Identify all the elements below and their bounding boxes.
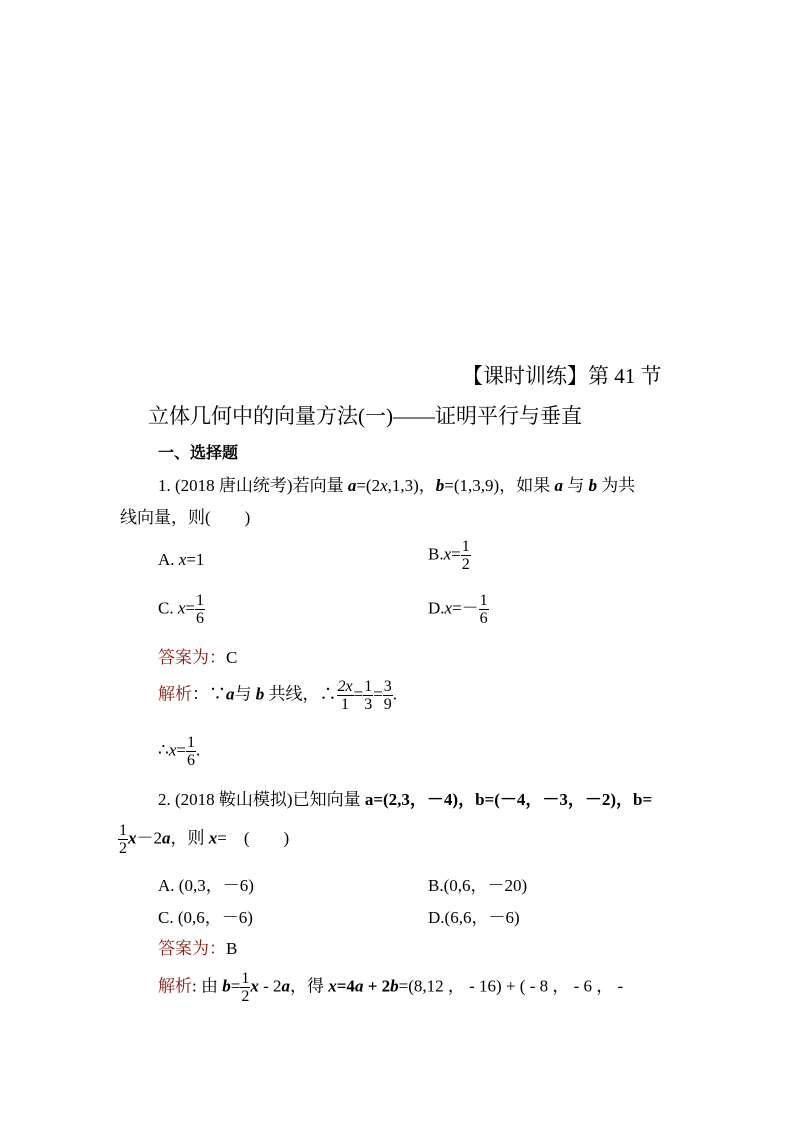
q1-analysis: 解析：∵a与 b 共线，∴ $\frac{2x}{1}$ = $\frac{1}{3}$ = $\frac{3}{9}$ . (158, 678, 398, 713)
analysis-label: 解析 (158, 684, 192, 704)
q2-answer (158, 939, 237, 959)
q1-option-c: C. x= $\frac{1}{6}$ (158, 592, 204, 627)
q1-option-d: D.x=－ $\frac{1}{6}$ (428, 592, 488, 627)
q2-analysis: 解析: 由 b= $\frac{1}{2}$ x - 2a，得 x=4a + 2b=(8,12 ， - 16) + ( - 8 ， - 6 ， - (158, 970, 624, 1005)
q1-answer (158, 648, 237, 668)
answer-value: B (226, 939, 238, 958)
answer-value: C (226, 648, 238, 667)
q1-conclusion: ∴x= $\frac{1}{6}$ . (158, 734, 201, 769)
analysis-label: 解析 (158, 976, 192, 996)
page-title: 立体几何中的向量方法(一)——证明平行与垂直 (148, 404, 582, 428)
q2-option-b: B.(0,6，－20) (428, 876, 528, 895)
bracket-title: 【课时训练】 (462, 364, 588, 388)
fraction: $\frac{1}{6}$ (479, 592, 488, 627)
q2-stem-line2: $\frac{1}{2}$ x－2a，则 x= ( ) (119, 822, 290, 857)
q2-stem-line1: 2. (2018 鞍山模拟)已知向量 a=(2,3，－4)，b=(－4，－3，－2)，b= (158, 790, 653, 809)
fraction: $\frac{3}{9}$ (383, 678, 392, 713)
fraction: $\frac{1}{2}$ (241, 970, 250, 1005)
q2-option-c: C. (0,6，－6) (158, 908, 253, 927)
section-label: 一、选择题 (158, 445, 239, 462)
answer-label: 答案为： (158, 648, 226, 667)
answer-label: 答案为： (158, 939, 226, 958)
q1-stem-line1: 1. (2018 唐山统考)若向量 a=(2x,1,3)，b=(1,3,9)，如果 a 与 b 为共 (158, 476, 636, 495)
q1-stem-line2: 线向量，则( ) (120, 508, 251, 527)
section-number: 第 41 节 (588, 364, 662, 388)
q2-option-a: A. (0,3，－6) (158, 876, 254, 895)
fraction: $\frac{1}{6}$ (186, 734, 195, 769)
q1-option-a: A. x=1 (158, 550, 205, 569)
fraction: $\frac{2x}{1}$ (337, 678, 353, 713)
fraction: $\frac{1}{2}$ (119, 822, 127, 857)
header-line (462, 364, 662, 388)
fraction: $\frac{1}{6}$ (195, 592, 204, 627)
fraction: $\frac{1}{2}$ (461, 538, 470, 573)
q2-option-d: D.(6,6，－6) (428, 908, 520, 927)
q1-option-b: B.x= $\frac{1}{2}$ (428, 538, 470, 573)
fraction: $\frac{1}{3}$ (364, 678, 373, 713)
